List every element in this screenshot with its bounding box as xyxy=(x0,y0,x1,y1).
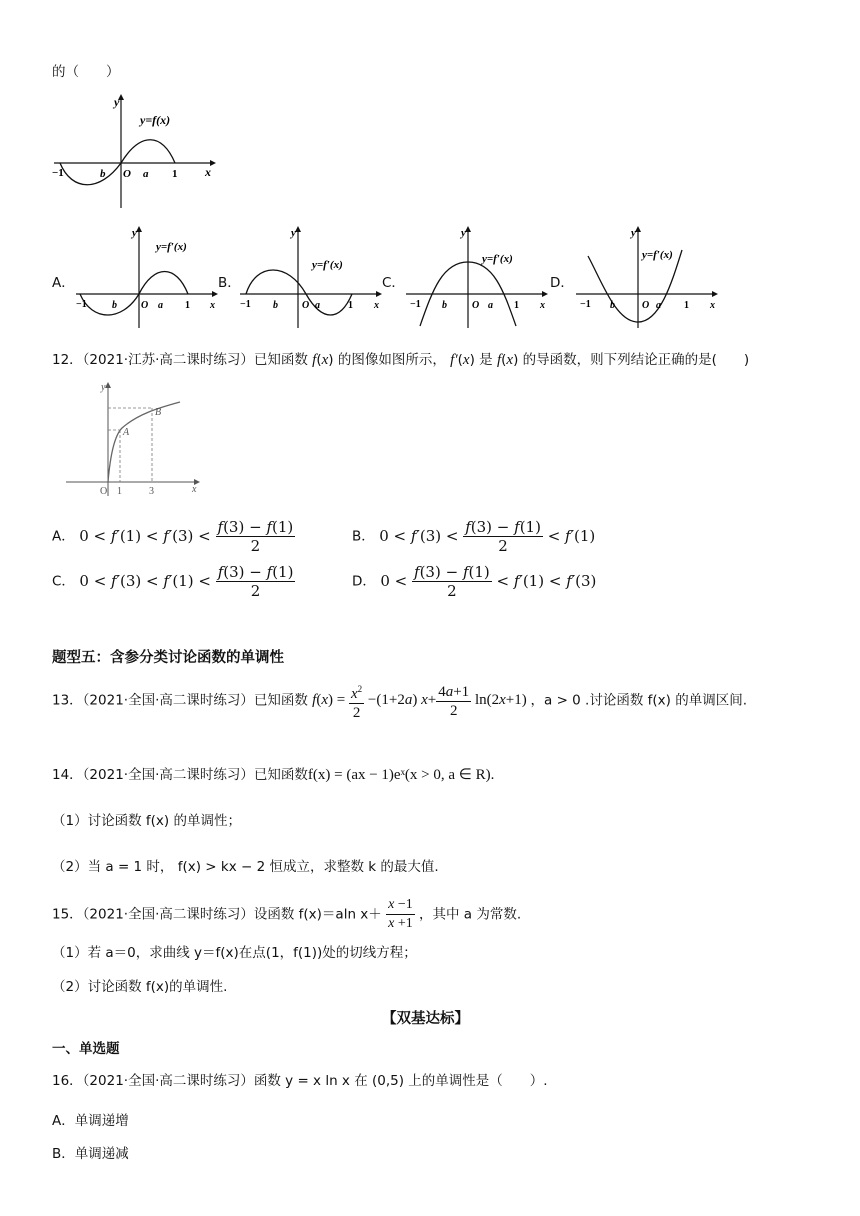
q11-option-d-graph[interactable] xyxy=(572,222,722,330)
svg-text:O: O xyxy=(472,300,480,311)
svg-text:O: O xyxy=(302,300,310,311)
q11-y-label: y xyxy=(114,95,120,109)
q11-x-label: x xyxy=(205,165,211,179)
svg-text:b: b xyxy=(273,300,278,311)
q11-tail: 的（ ） xyxy=(52,64,120,80)
svg-text:1: 1 xyxy=(185,300,190,311)
q12-point-a: A xyxy=(123,427,130,438)
svg-text:y: y xyxy=(631,227,636,239)
q11-option-d-label: D． xyxy=(550,275,574,291)
q13: 13．（2021·全国·高二课时练习）已知函数 f(x) = $\frac{x^2}{2}$ −(1+2a) x+ $\frac{4a+1}{2}$ ln(2x+1) ，a > 0 .讨论函数 f(x) 的单调区间. xyxy=(52,680,747,722)
q14-stem: 14．（2021·全国·高二课时练习）已知函数f(x) = (ax − 1)eˣ(x > 0, a ∈ R). xyxy=(52,767,495,783)
q12-x-label: x xyxy=(192,484,197,495)
svg-text:−1: −1 xyxy=(76,299,87,310)
svg-text:y=f′(x): y=f′(x) xyxy=(482,253,513,265)
svg-text:y: y xyxy=(291,227,296,239)
q15-part2: （2）讨论函数 f(x)的单调性. xyxy=(52,979,228,995)
q12-tick-1: 1 xyxy=(117,486,122,497)
svg-text:y: y xyxy=(461,227,466,239)
svg-text:x: x xyxy=(710,300,715,311)
section5-title: 题型五：含参分类讨论函数的单调性 xyxy=(52,650,284,666)
q11-main-graph xyxy=(50,92,220,212)
q11-option-c-label: C． xyxy=(382,275,405,291)
q11-tick-1: 1 xyxy=(172,168,178,180)
q12-y-label: y xyxy=(101,382,106,393)
svg-text:a: a xyxy=(488,300,493,311)
svg-text:O: O xyxy=(642,300,650,311)
q16-option-a[interactable]: A．单调递增 xyxy=(52,1113,129,1129)
svg-text:a: a xyxy=(315,300,320,311)
svg-text:y: y xyxy=(132,227,137,239)
svg-text:a: a xyxy=(656,300,661,311)
q12-option-c[interactable]: C． 0 < f′(3) < f′(1) < $\frac{f(3) - f(1)}{2}$ xyxy=(52,563,294,600)
q12-point-b: B xyxy=(155,407,162,418)
q14-part2: （2）当 a = 1 时， f(x) > kx − 2 恒成立，求整数 k 的最大值. xyxy=(52,859,439,875)
q11-tick-b: b xyxy=(100,168,106,180)
svg-text:y=f′(x): y=f′(x) xyxy=(156,241,187,253)
q11-option-b-label: B． xyxy=(218,275,241,291)
svg-text:x: x xyxy=(210,300,215,311)
section-banner: 【双基达标】 xyxy=(382,1011,469,1027)
single-choice-heading: 一、单选题 xyxy=(52,1041,120,1057)
svg-text:O: O xyxy=(141,300,149,311)
svg-text:a: a xyxy=(158,300,163,311)
svg-text:−1: −1 xyxy=(240,299,251,310)
q11-option-a-label: A． xyxy=(52,275,75,291)
q12-graph xyxy=(58,378,208,498)
svg-text:b: b xyxy=(442,300,447,311)
svg-text:1: 1 xyxy=(348,300,353,311)
svg-text:y=f′(x): y=f′(x) xyxy=(642,249,673,261)
svg-text:1: 1 xyxy=(684,300,689,311)
q11-tick-neg1: −1 xyxy=(52,167,64,179)
svg-text:x: x xyxy=(540,300,545,311)
q12-option-a[interactable]: A． 0 < f′(1) < f′(3) < $\frac{f(3) - f(1)}{2}$ xyxy=(52,518,294,555)
svg-text:b: b xyxy=(112,300,117,311)
svg-text:1: 1 xyxy=(514,300,519,311)
q12-tick-3: 3 xyxy=(149,486,154,497)
q15-stem: 15．（2021·全国·高二课时练习）设函数 f(x)＝aln x＋ $\frac{x -1}{x +1}$ ，其中 a 为常数. xyxy=(52,897,522,931)
q16-stem: 16．（2021·全国·高二课时练习）函数 y = x ln x 在 (0,5) 上的单调性是（ ）. xyxy=(52,1073,548,1089)
svg-text:−1: −1 xyxy=(410,299,421,310)
q11-tick-o: O xyxy=(123,168,131,180)
q12-option-b[interactable]: B． 0 < f′(3) < $\frac{f(3) - f(1)}{2}$ < f′(1) xyxy=(352,518,596,555)
q11-option-b-graph[interactable] xyxy=(236,222,386,330)
svg-text:b: b xyxy=(610,300,615,311)
q11-func-label: y=f(x) xyxy=(140,113,171,127)
q14-part1: （1）讨论函数 f(x) 的单调性； xyxy=(52,813,241,829)
svg-text:−1: −1 xyxy=(580,299,591,310)
q12-stem: 12．（2021·江苏·高二课时练习）已知函数 f(x) 的图像如图所示， f′(x) 是 f(x) 的导函数，则下列结论正确的是( ) xyxy=(52,352,750,368)
q12-option-d[interactable]: D． 0 < $\frac{f(3) - f(1)}{2}$ < f′(1) < f′(3) xyxy=(352,563,597,600)
q11-option-a-graph[interactable] xyxy=(72,222,222,330)
q11-option-c-graph[interactable] xyxy=(402,222,552,330)
svg-text:x: x xyxy=(374,300,379,311)
q11-tick-a: a xyxy=(143,168,149,180)
q12-tick-o: O xyxy=(100,486,108,497)
q16-option-b[interactable]: B．单调递减 xyxy=(52,1146,129,1162)
svg-text:y=f′(x): y=f′(x) xyxy=(312,259,343,271)
q15-part1: （1）若 a＝0，求曲线 y＝f(x)在点(1，f(1))处的切线方程； xyxy=(52,945,417,961)
